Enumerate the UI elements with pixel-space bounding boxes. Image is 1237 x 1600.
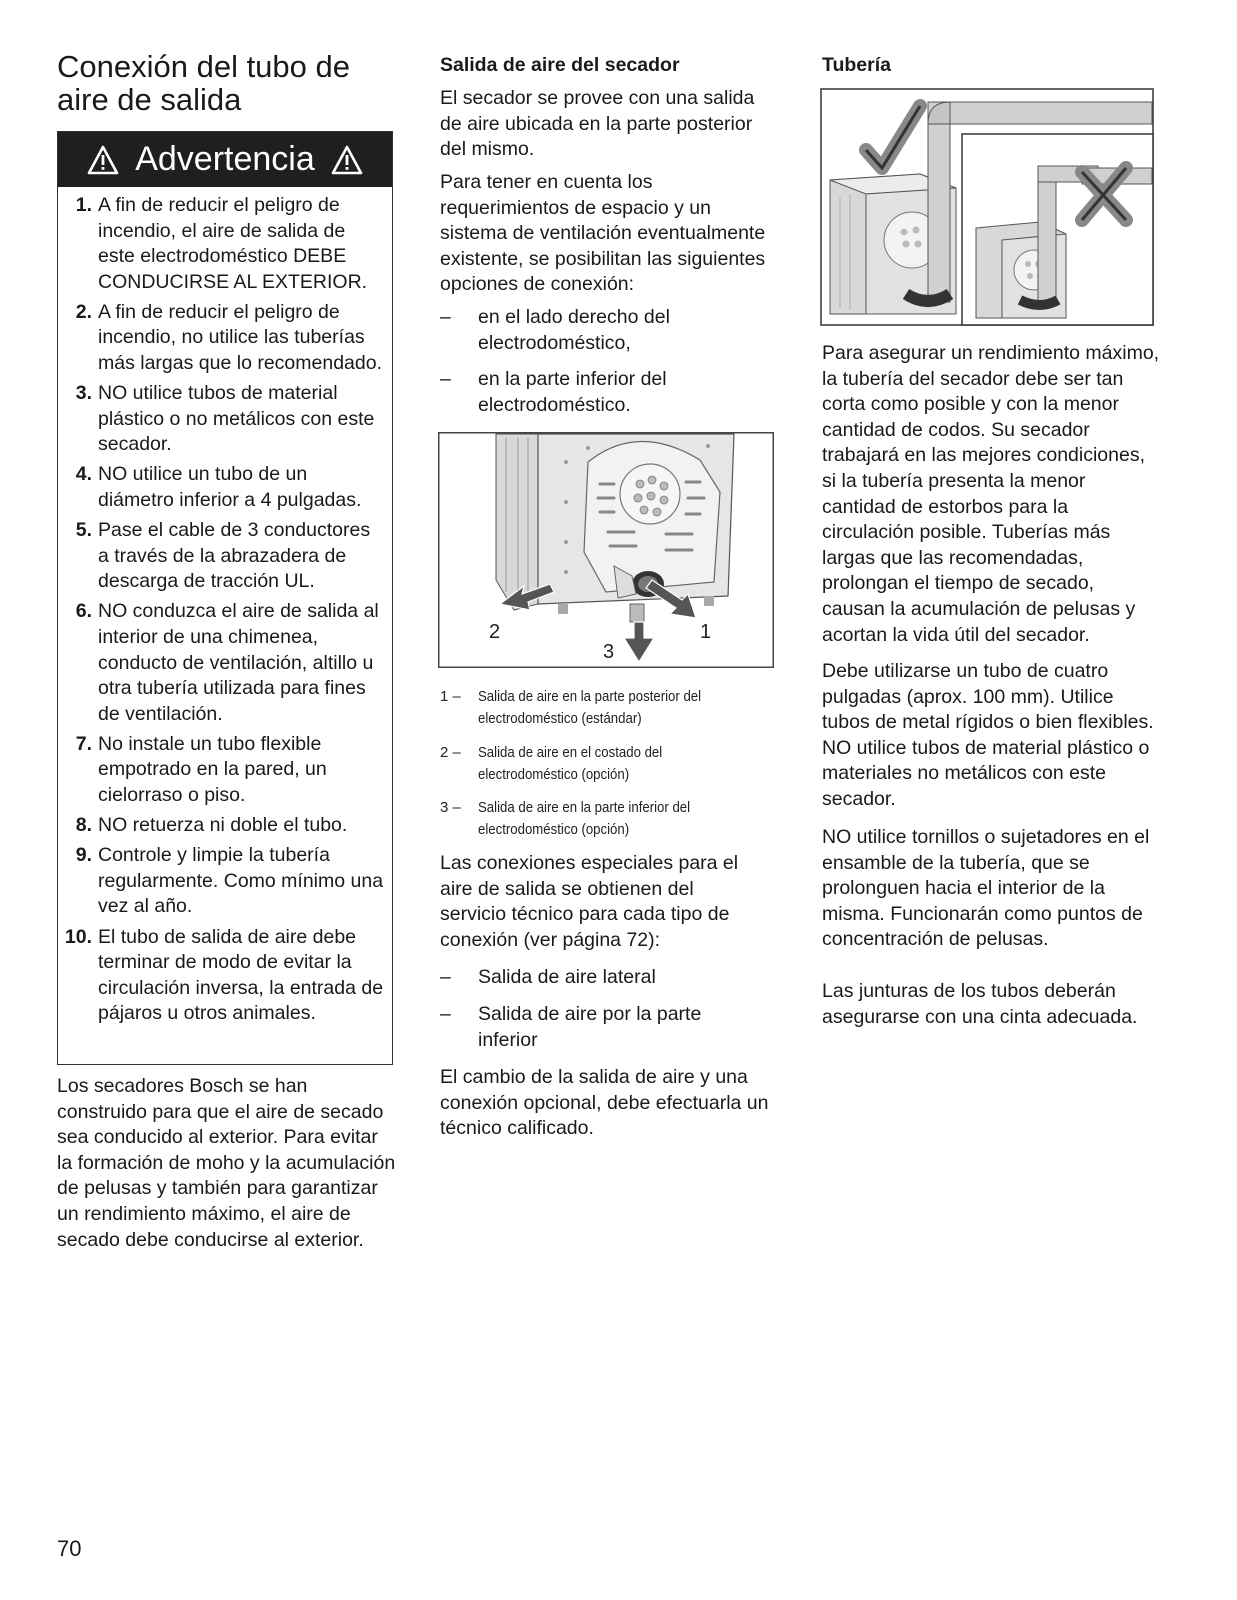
special-connections-paragraph: Las conexiones especiales para el aire de salida se obtienen del servicio técnico para cada tipo de conexión (ver página 72): — [440, 852, 739, 951]
dryer-back-illustration — [438, 432, 774, 668]
warning-item: 1. A fin de reducir el peligro de incendio, el aire de salida de este electrodoméstico DEBE CONDUCIRSE AL EXTERIOR. — [75, 194, 368, 293]
figure-label-1: 1 — [700, 621, 712, 643]
intro-paragraph: Los secadores Bosch se han construido para que el aire de secado sea conducido al exterior. Para evitar la formación de moho y la acumulación de pelusas y también para garantizar un rendimiento máximo, el aire de secado debe conducirse al exterior. — [57, 1075, 396, 1251]
warning-item: 6. NO conduzca el aire de salida al interior de una chimenea, conducto de ventilación, altillo u otra tubería utilizada para fines de ventilación. — [75, 600, 379, 725]
page-title: Conexión del tubo de aire de salida — [57, 49, 351, 117]
warning-box — [57, 131, 393, 1065]
warning-item: 4. NO utilice un tubo de un diámetro inferior a 4 pulgadas. — [75, 463, 362, 512]
legend-item: 2 – Salida de aire en el costado del electrodoméstico (opción) — [440, 744, 663, 783]
warning-item: 9. Controle y limpie la tubería regularmente. Como mínimo una vez al año. — [75, 844, 384, 918]
service-item: – Salida de aire por la parte inferior — [440, 1003, 702, 1051]
dryer-exhaust-subheading: Salida de aire del secador — [440, 54, 680, 76]
piping-paragraph-1: Para asegurar un rendimiento máximo, la tubería del secador debe ser tan corta como posible y con la menor cantidad de codos. Su secador trabajará en las mejores condiciones, si la tubería presenta la menor cantidad de estorbos para la circulación posible. Tuberías más largas que las recomendadas, prolongan el tiempo de secado, causan la acumulación de pelusas y acortan la vida útil del secador. — [822, 342, 1160, 646]
warning-item: 2. A fin de reducir el peligro de incendio, no utilice las tuberías más largas que lo recomendado. — [75, 300, 382, 375]
warning-item: 5. Pase el cable de 3 conductores a través de la abrazadera de descarga de tracción UL. — [75, 519, 371, 593]
piping-paragraph-2: Debe utilizarse un tubo de cuatro pulgadas (aprox. 100 mm). Utilice tubos de metal rígidos o bien flexibles. NO utilice tubos de material plástico o materiales no metálicos con este secador. — [822, 660, 1154, 810]
warning-item: 7. No instale un tubo flexible empotrado en la pared, un cielorraso o piso. — [75, 732, 327, 807]
exhaust-paragraph-2: Para tener en cuenta los requerimientos de espacio y un sistema de ventilación eventualmente existente, se posibilitan las siguientes opciones de conexión: — [440, 171, 766, 296]
warning-triangle-icon — [87, 145, 119, 175]
option-item: – en la parte inferior del electrodoméstico. — [440, 368, 667, 416]
service-item: – Salida de aire lateral — [440, 966, 656, 988]
technician-paragraph: El cambio de la salida de aire y una conexión opcional, debe efectuarla un técnico calificado. — [440, 1066, 769, 1140]
page-number: 70 — [57, 1536, 82, 1561]
exhaust-paragraph-1: El secador se provee con una salida de aire ubicada en la parte posterior del mismo. — [440, 87, 755, 161]
warning-header — [58, 132, 392, 187]
warning-item: 3. NO utilice tubos de material plástico o no metálicos con este secador. — [75, 382, 375, 456]
figure-label-3: 3 — [603, 641, 615, 663]
warning-item: 10. El tubo de salida de aire debe terminar de modo de evitar la circulación inversa, la entrada de pájaros u otros animales. — [64, 925, 384, 1025]
legend-item: 3 – Salida de aire en la parte inferior del electrodoméstico (opción) — [440, 799, 691, 838]
piping-comparison-illustration — [820, 88, 1154, 326]
legend-item: 1 – Salida de aire en la parte posterior del electrodoméstico (estándar) — [440, 688, 702, 727]
warning-item: 8. NO retuerza ni doble el tubo. — [75, 814, 348, 837]
warning-heading: Advertencia — [135, 140, 315, 178]
figure-label-2: 2 — [489, 621, 501, 643]
warning-list — [58, 187, 392, 1027]
piping-subheading: Tubería — [822, 54, 891, 76]
piping-paragraph-3: NO utilice tornillos o sujetadores en el ensamble de la tubería, que se prolonguen hacia el interior de la misma. Funcionarán como puntos de concentración de pelusas. — [822, 826, 1150, 951]
warning-triangle-icon — [331, 145, 363, 175]
option-item: – en el lado derecho del electrodoméstico, — [440, 306, 670, 354]
piping-paragraph-4: Las junturas de los tubos deberán asegurarse con una cinta adecuada. — [822, 980, 1138, 1028]
